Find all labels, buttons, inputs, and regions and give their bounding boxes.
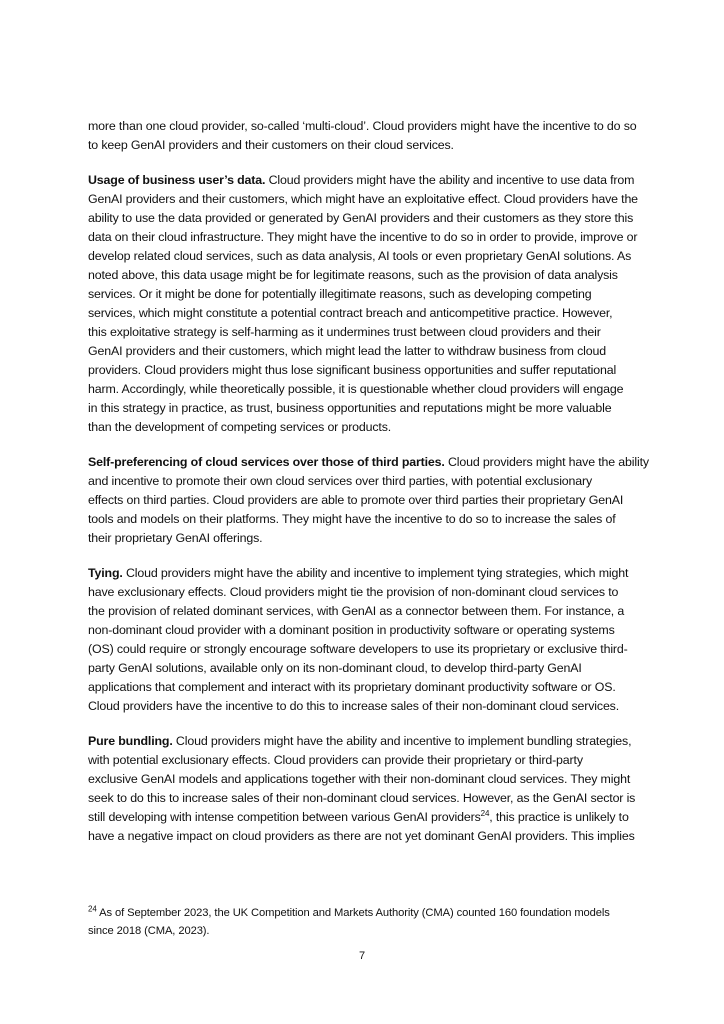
line-text: exclusive GenAI models and applications together with their non-dominant cloud services. They might xyxy=(88,772,631,786)
line-text: have a negative impact on cloud providers as there are not yet dominant GenAI providers. This implies xyxy=(88,829,635,843)
text-line xyxy=(88,751,648,770)
paragraph xyxy=(88,453,648,548)
footnote-ref[interactable]: 24 xyxy=(480,808,490,818)
text-line xyxy=(88,117,648,136)
text-line xyxy=(88,399,648,418)
line-text: develop related cloud services, such as data analysis, AI tools or even proprietary GenAI solutions. As xyxy=(88,249,632,263)
line-text: this exploitative strategy is self-harming as it undermines trust between cloud providers and their xyxy=(88,325,601,339)
text-line xyxy=(88,247,648,266)
text-line xyxy=(88,529,648,548)
line-text: have exclusionary effects. Cloud providers might tie the provision of non-dominant cloud services to xyxy=(88,585,619,599)
text-line xyxy=(88,678,648,697)
text-line xyxy=(88,564,648,583)
text-line xyxy=(88,808,648,827)
paragraph-heading: Tying. xyxy=(88,566,123,580)
line-text: the provision of related dominant services, with GenAI as a connector between them. For instance, a xyxy=(88,604,625,618)
page-number: 7 xyxy=(358,950,366,962)
line-text: noted above, this data usage might be for legitimate reasons, such as the provision of data analysis xyxy=(88,268,618,282)
text-line xyxy=(88,285,648,304)
line-text: party GenAI solutions, available only on its non-dominant cloud, to develop third-party GenAI xyxy=(88,661,582,675)
paragraph xyxy=(88,732,648,846)
text-line xyxy=(88,361,648,380)
paragraph-heading: Usage of business user’s data. xyxy=(88,173,266,187)
text-line xyxy=(88,136,648,155)
line-text: non-dominant cloud provider with a dominant position in productivity software or operating systems xyxy=(88,623,615,637)
paragraph-heading: Pure bundling. xyxy=(88,734,173,748)
text-line xyxy=(88,380,648,399)
text-line xyxy=(88,418,648,437)
line-text: (OS) could require or strongly encourage software developers to use its proprietary or exclusive third- xyxy=(88,642,628,656)
line-text: seek to do this to increase sales of their non-dominant cloud services. However, as the GenAI sector is xyxy=(88,791,636,805)
text-line xyxy=(88,789,648,808)
text-line xyxy=(88,602,648,621)
footnote xyxy=(88,904,648,940)
line-text: GenAI providers and their customers, which might lead the latter to withdraw business from cloud xyxy=(88,344,606,358)
text-line xyxy=(88,266,648,285)
text-line xyxy=(88,304,648,323)
text-line xyxy=(88,342,648,361)
line-text: services. Or it might be done for potentially illegitimate reasons, such as developing competing xyxy=(88,287,592,301)
line-text: harm. Accordingly, while theoretically possible, it is questionable whether cloud providers will engage xyxy=(88,382,624,396)
text-line xyxy=(88,472,648,491)
line-text: effects on third parties. Cloud providers are able to promote over third parties their proprietary GenAI xyxy=(88,493,624,507)
line-text: Cloud providers might have the ability xyxy=(444,455,649,469)
paragraph xyxy=(88,564,648,716)
text-line xyxy=(88,323,648,342)
text-line xyxy=(88,491,648,510)
line-text: in this strategy in practice, as trust, business opportunities and reputations might be more valuable xyxy=(88,401,612,415)
text-line xyxy=(88,659,648,678)
text-line xyxy=(88,827,648,846)
paragraph-heading: Self-preferencing of cloud services over those of third parties. xyxy=(88,455,445,469)
line-text: providers. Cloud providers might thus lose significant business opportunities and suffer reputational xyxy=(88,363,617,377)
text-line xyxy=(88,453,648,472)
line-text: with potential exclusionary effects. Cloud providers can provide their proprietary or third-party xyxy=(88,753,583,767)
footnote-line: since 2018 (CMA, 2023). xyxy=(88,925,210,937)
text-line xyxy=(88,621,648,640)
line-text: , this practice is unlikely to xyxy=(489,810,629,824)
paragraph xyxy=(88,171,648,437)
text-line xyxy=(88,171,648,190)
line-text: more than one cloud provider, so-called ‘multi-cloud’. Cloud providers might have the incentive to do so xyxy=(88,119,637,133)
line-text: ability to use the data provided or generated by GenAI providers and their customers as they store this xyxy=(88,211,634,225)
line-text: Cloud providers might have the ability and incentive to implement bundling strategies, xyxy=(172,734,632,748)
text-line xyxy=(88,209,648,228)
text-line xyxy=(88,190,648,209)
text-line xyxy=(88,228,648,247)
line-text: Cloud providers might have the ability and incentive to implement tying strategies, which might xyxy=(122,566,629,580)
body-text xyxy=(88,117,648,862)
text-line xyxy=(88,697,648,716)
line-text: applications that complement and interact with its proprietary dominant productivity software or OS. xyxy=(88,680,616,694)
line-text: to keep GenAI providers and their customers on their cloud services. xyxy=(88,138,454,152)
line-text: Cloud providers have the incentive to do this to increase sales of their non-dominant cloud services. xyxy=(88,699,620,713)
line-text: and incentive to promote their own cloud services over third parties, with potential exclusionary xyxy=(88,474,593,488)
line-text: data on their cloud infrastructure. They might have the incentive to do so in order to provide, improve or xyxy=(88,230,638,244)
footnote-line: As of September 2023, the UK Competition and Markets Authority (CMA) counted 160 foundation models xyxy=(96,907,610,919)
line-text: Cloud providers might have the ability and incentive to use data from xyxy=(265,173,635,187)
text-line xyxy=(88,770,648,789)
line-text: tools and models on their platforms. They might have the incentive to do so to increase the sales of xyxy=(88,512,616,526)
line-text: than the development of competing services or products. xyxy=(88,420,392,434)
text-line xyxy=(88,732,648,751)
text-line xyxy=(88,510,648,529)
line-text: still developing with intense competition between various GenAI providers xyxy=(88,810,481,824)
footnote-ref: 24 xyxy=(88,904,97,914)
line-text: services, which might constitute a potential contract breach and anticompetitive practice. However, xyxy=(88,306,613,320)
paragraph xyxy=(88,117,648,155)
text-line xyxy=(88,640,648,659)
text-line xyxy=(88,583,648,602)
line-text: GenAI providers and their customers, which might have an exploitative effect. Cloud providers have the xyxy=(88,192,638,206)
line-text: their proprietary GenAI offerings. xyxy=(88,531,263,545)
